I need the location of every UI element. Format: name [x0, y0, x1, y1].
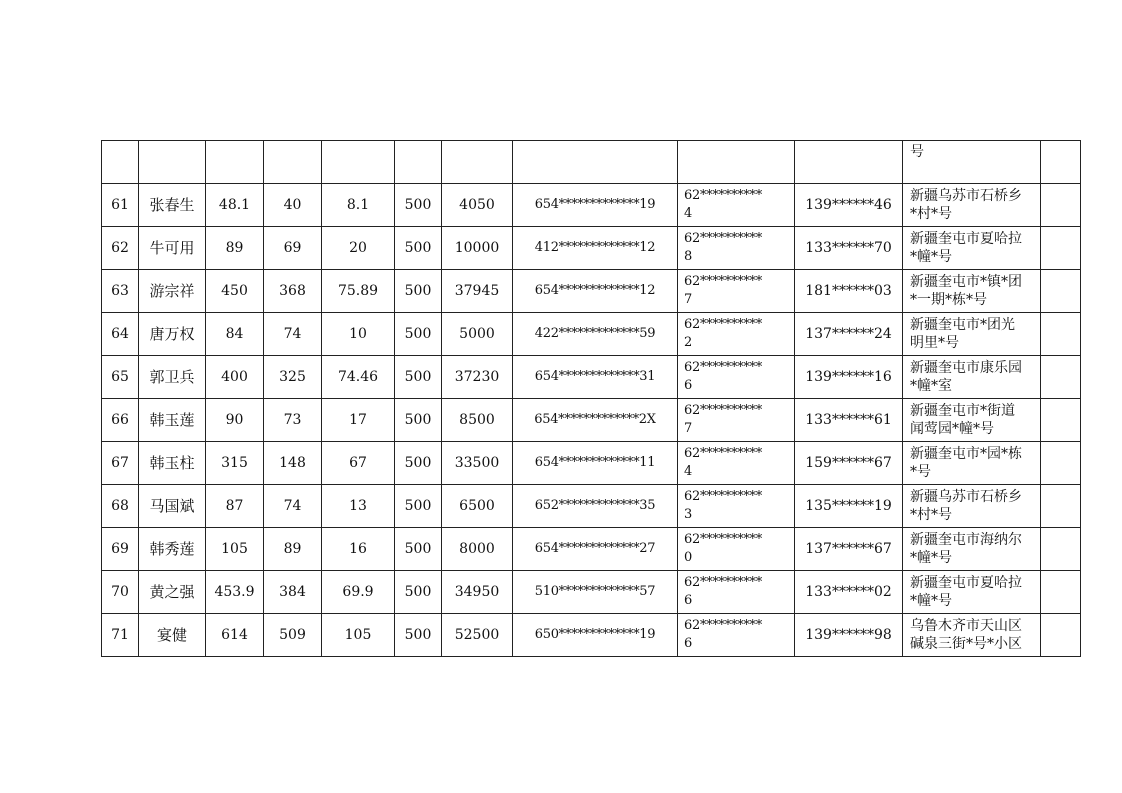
- table-row: [102, 485, 1081, 528]
- name-cell: 黄之强: [139, 571, 206, 614]
- cell-empty: [1041, 485, 1081, 528]
- address-line-2: 闻莺园*幢*号: [910, 421, 994, 437]
- name-cell: 韩玉柱: [139, 442, 206, 485]
- table-row: [102, 270, 1081, 313]
- value-cell-2: 384: [264, 571, 322, 614]
- value-cell-3: 10: [322, 313, 395, 356]
- phone-cell: 181******03: [795, 270, 903, 313]
- address-cell: [903, 270, 1041, 313]
- id-number-cell: 654*************11: [513, 442, 678, 485]
- address-line-1: 新疆乌苏市石桥乡: [910, 489, 1022, 505]
- table-row: [102, 184, 1081, 227]
- row-number-cell: 65: [102, 356, 139, 399]
- cell-empty: [1041, 614, 1081, 657]
- row-number-cell: 64: [102, 313, 139, 356]
- value-cell-4: 500: [395, 356, 442, 399]
- card-number-cell: [678, 399, 795, 442]
- address-line-1: 新疆奎屯市夏哈拉: [910, 231, 1022, 247]
- value-cell-2: 74: [264, 313, 322, 356]
- value-cell-1: 87: [206, 485, 264, 528]
- card-number-line-1: 62**********: [684, 188, 762, 203]
- cell-empty: [1041, 356, 1081, 399]
- value-cell-3: 75.89: [322, 270, 395, 313]
- card-number-line-2: 7: [684, 421, 692, 436]
- card-number-cell: [678, 528, 795, 571]
- row-number-cell: 71: [102, 614, 139, 657]
- value-cell-5: 8500: [442, 399, 513, 442]
- cell-empty: [1041, 442, 1081, 485]
- id-number-cell: 652*************35: [513, 485, 678, 528]
- value-cell-4: 500: [395, 227, 442, 270]
- card-number-line-1: 62**********: [684, 575, 762, 590]
- cell-empty: [442, 141, 513, 184]
- address-cell: [903, 399, 1041, 442]
- value-cell-3: 67: [322, 442, 395, 485]
- address-line-2: 明里*号: [910, 335, 959, 351]
- name-cell: 唐万权: [139, 313, 206, 356]
- name-cell: 牛可用: [139, 227, 206, 270]
- address-line-1: 新疆乌苏市石桥乡: [910, 188, 1022, 204]
- card-number-line-1: 62**********: [684, 274, 762, 289]
- value-cell-5: 8000: [442, 528, 513, 571]
- value-cell-1: 453.9: [206, 571, 264, 614]
- card-number-line-2: 4: [684, 206, 692, 221]
- row-number-cell: 69: [102, 528, 139, 571]
- address-line-2: *村*号: [910, 507, 952, 523]
- phone-cell: 133******02: [795, 571, 903, 614]
- cell-empty: [513, 141, 678, 184]
- table-row: [102, 528, 1081, 571]
- value-cell-4: 500: [395, 313, 442, 356]
- value-cell-1: 400: [206, 356, 264, 399]
- table-row: [102, 442, 1081, 485]
- card-number-cell: [678, 614, 795, 657]
- value-cell-1: 48.1: [206, 184, 264, 227]
- cell-empty: [795, 141, 903, 184]
- address-cell: [903, 184, 1041, 227]
- address-line-2: 碱泉三街*号*小区: [910, 636, 1022, 652]
- cell-empty: [1041, 399, 1081, 442]
- row-number-cell: 66: [102, 399, 139, 442]
- row-number-cell: 62: [102, 227, 139, 270]
- value-cell-4: 500: [395, 614, 442, 657]
- phone-cell: 137******24: [795, 313, 903, 356]
- value-cell-1: 315: [206, 442, 264, 485]
- value-cell-4: 500: [395, 571, 442, 614]
- value-cell-4: 500: [395, 184, 442, 227]
- table-row: [102, 399, 1081, 442]
- card-number-line-2: 8: [684, 249, 692, 264]
- address-line-2: *幢*号: [910, 550, 952, 566]
- address-line-2: *村*号: [910, 206, 952, 222]
- address-cell: [903, 614, 1041, 657]
- row-number-cell: 68: [102, 485, 139, 528]
- card-number-line-2: 2: [684, 335, 692, 350]
- value-cell-2: 148: [264, 442, 322, 485]
- address-line-2: *幢*室: [910, 378, 952, 394]
- table-row: [102, 614, 1081, 657]
- table-row: [102, 313, 1081, 356]
- value-cell-5: 33500: [442, 442, 513, 485]
- value-cell-3: 20: [322, 227, 395, 270]
- address-cell: [903, 313, 1041, 356]
- card-number-line-1: 62**********: [684, 360, 762, 375]
- card-number-line-2: 3: [684, 507, 692, 522]
- cell-empty: [1041, 270, 1081, 313]
- table-row: [102, 571, 1081, 614]
- card-number-cell: [678, 227, 795, 270]
- card-number-line-1: 62**********: [684, 231, 762, 246]
- id-number-cell: 654*************2X: [513, 399, 678, 442]
- phone-cell: 135******19: [795, 485, 903, 528]
- value-cell-2: 73: [264, 399, 322, 442]
- name-cell: 宴健: [139, 614, 206, 657]
- value-cell-2: 325: [264, 356, 322, 399]
- card-number-line-1: 62**********: [684, 446, 762, 461]
- name-cell: 韩秀莲: [139, 528, 206, 571]
- cell-empty: [1041, 571, 1081, 614]
- card-number-line-1: 62**********: [684, 618, 762, 633]
- cell-empty: [206, 141, 264, 184]
- cell-empty: [322, 141, 395, 184]
- value-cell-1: 614: [206, 614, 264, 657]
- address-line-2: *幢*号: [910, 249, 952, 265]
- card-number-line-1: 62**********: [684, 532, 762, 547]
- card-number-cell: [678, 184, 795, 227]
- table-body: [102, 141, 1081, 657]
- value-cell-1: 89: [206, 227, 264, 270]
- row-number-cell: 67: [102, 442, 139, 485]
- card-number-line-1: 62**********: [684, 317, 762, 332]
- address-line-2: *号: [910, 464, 931, 480]
- value-cell-4: 500: [395, 528, 442, 571]
- value-cell-1: 105: [206, 528, 264, 571]
- name-cell: 游宗祥: [139, 270, 206, 313]
- value-cell-1: 450: [206, 270, 264, 313]
- cell-empty: [1041, 528, 1081, 571]
- card-number-line-2: 0: [684, 550, 692, 565]
- address-cell: [903, 356, 1041, 399]
- value-cell-1: 84: [206, 313, 264, 356]
- cell-empty: [1041, 184, 1081, 227]
- value-cell-4: 500: [395, 399, 442, 442]
- address-cell: [903, 227, 1041, 270]
- value-cell-4: 500: [395, 442, 442, 485]
- data-table: [101, 140, 1081, 657]
- address-cell: [903, 485, 1041, 528]
- cell-empty: [139, 141, 206, 184]
- value-cell-3: 16: [322, 528, 395, 571]
- card-number-cell: [678, 313, 795, 356]
- value-cell-4: 500: [395, 270, 442, 313]
- value-cell-5: 37230: [442, 356, 513, 399]
- card-number-line-2: 7: [684, 292, 692, 307]
- value-cell-5: 10000: [442, 227, 513, 270]
- phone-cell: 137******67: [795, 528, 903, 571]
- name-cell: 马国斌: [139, 485, 206, 528]
- card-number-cell: [678, 485, 795, 528]
- value-cell-5: 37945: [442, 270, 513, 313]
- address-line-2: *一期*栋*号: [910, 292, 987, 308]
- address-line-1: 新疆奎屯市*街道: [910, 403, 1015, 419]
- value-cell-5: 6500: [442, 485, 513, 528]
- value-cell-5: 5000: [442, 313, 513, 356]
- value-cell-4: 500: [395, 485, 442, 528]
- card-number-line-2: 6: [684, 636, 692, 651]
- address-line-1: 乌鲁木齐市天山区: [910, 618, 1022, 634]
- continued-row: [102, 141, 1081, 184]
- value-cell-2: 89: [264, 528, 322, 571]
- value-cell-5: 34950: [442, 571, 513, 614]
- cell-empty: [264, 141, 322, 184]
- value-cell-1: 90: [206, 399, 264, 442]
- cell-empty: [1041, 313, 1081, 356]
- value-cell-5: 52500: [442, 614, 513, 657]
- address-line-1: 新疆奎屯市*园*栋: [910, 446, 1022, 462]
- value-cell-3: 8.1: [322, 184, 395, 227]
- value-cell-3: 13: [322, 485, 395, 528]
- phone-cell: 139******98: [795, 614, 903, 657]
- cell-empty: [395, 141, 442, 184]
- id-number-cell: 412*************12: [513, 227, 678, 270]
- value-cell-2: 40: [264, 184, 322, 227]
- row-number-cell: 63: [102, 270, 139, 313]
- card-number-line-1: 62**********: [684, 489, 762, 504]
- continued-address-cell: 号: [903, 141, 1041, 184]
- address-cell: [903, 528, 1041, 571]
- address-line-1: 新疆奎屯市*团光: [910, 317, 1015, 333]
- value-cell-3: 105: [322, 614, 395, 657]
- value-cell-2: 69: [264, 227, 322, 270]
- id-number-cell: 654*************19: [513, 184, 678, 227]
- id-number-cell: 650*************19: [513, 614, 678, 657]
- address-line-1: 新疆奎屯市海纳尔: [910, 532, 1022, 548]
- address-line-1: 新疆奎屯市康乐园: [910, 360, 1022, 376]
- address-cell: [903, 571, 1041, 614]
- table-row: [102, 227, 1081, 270]
- address-cell: [903, 442, 1041, 485]
- value-cell-3: 74.46: [322, 356, 395, 399]
- cell-empty: [102, 141, 139, 184]
- phone-cell: 133******61: [795, 399, 903, 442]
- value-cell-2: 74: [264, 485, 322, 528]
- row-number-cell: 70: [102, 571, 139, 614]
- card-number-cell: [678, 270, 795, 313]
- card-number-line-2: 4: [684, 464, 692, 479]
- id-number-cell: 654*************27: [513, 528, 678, 571]
- card-number-cell: [678, 442, 795, 485]
- phone-cell: 139******16: [795, 356, 903, 399]
- cell-empty: [678, 141, 795, 184]
- value-cell-2: 368: [264, 270, 322, 313]
- name-cell: 韩玉莲: [139, 399, 206, 442]
- value-cell-5: 4050: [442, 184, 513, 227]
- card-number-line-2: 6: [684, 378, 692, 393]
- address-line-2: *幢*号: [910, 593, 952, 609]
- cell-empty: [1041, 227, 1081, 270]
- address-line-1: 新疆奎屯市夏哈拉: [910, 575, 1022, 591]
- value-cell-3: 17: [322, 399, 395, 442]
- id-number-cell: 654*************12: [513, 270, 678, 313]
- cell-empty: [1041, 141, 1081, 184]
- address-line-1: 新疆奎屯市*镇*团: [910, 274, 1022, 290]
- phone-cell: 139******46: [795, 184, 903, 227]
- name-cell: 张春生: [139, 184, 206, 227]
- value-cell-3: 69.9: [322, 571, 395, 614]
- card-number-line-1: 62**********: [684, 403, 762, 418]
- name-cell: 郭卫兵: [139, 356, 206, 399]
- id-number-cell: 510*************57: [513, 571, 678, 614]
- row-number-cell: 61: [102, 184, 139, 227]
- table-row: [102, 356, 1081, 399]
- phone-cell: 159******67: [795, 442, 903, 485]
- card-number-cell: [678, 356, 795, 399]
- card-number-cell: [678, 571, 795, 614]
- id-number-cell: 654*************31: [513, 356, 678, 399]
- card-number-line-2: 6: [684, 593, 692, 608]
- id-number-cell: 422*************59: [513, 313, 678, 356]
- value-cell-2: 509: [264, 614, 322, 657]
- phone-cell: 133******70: [795, 227, 903, 270]
